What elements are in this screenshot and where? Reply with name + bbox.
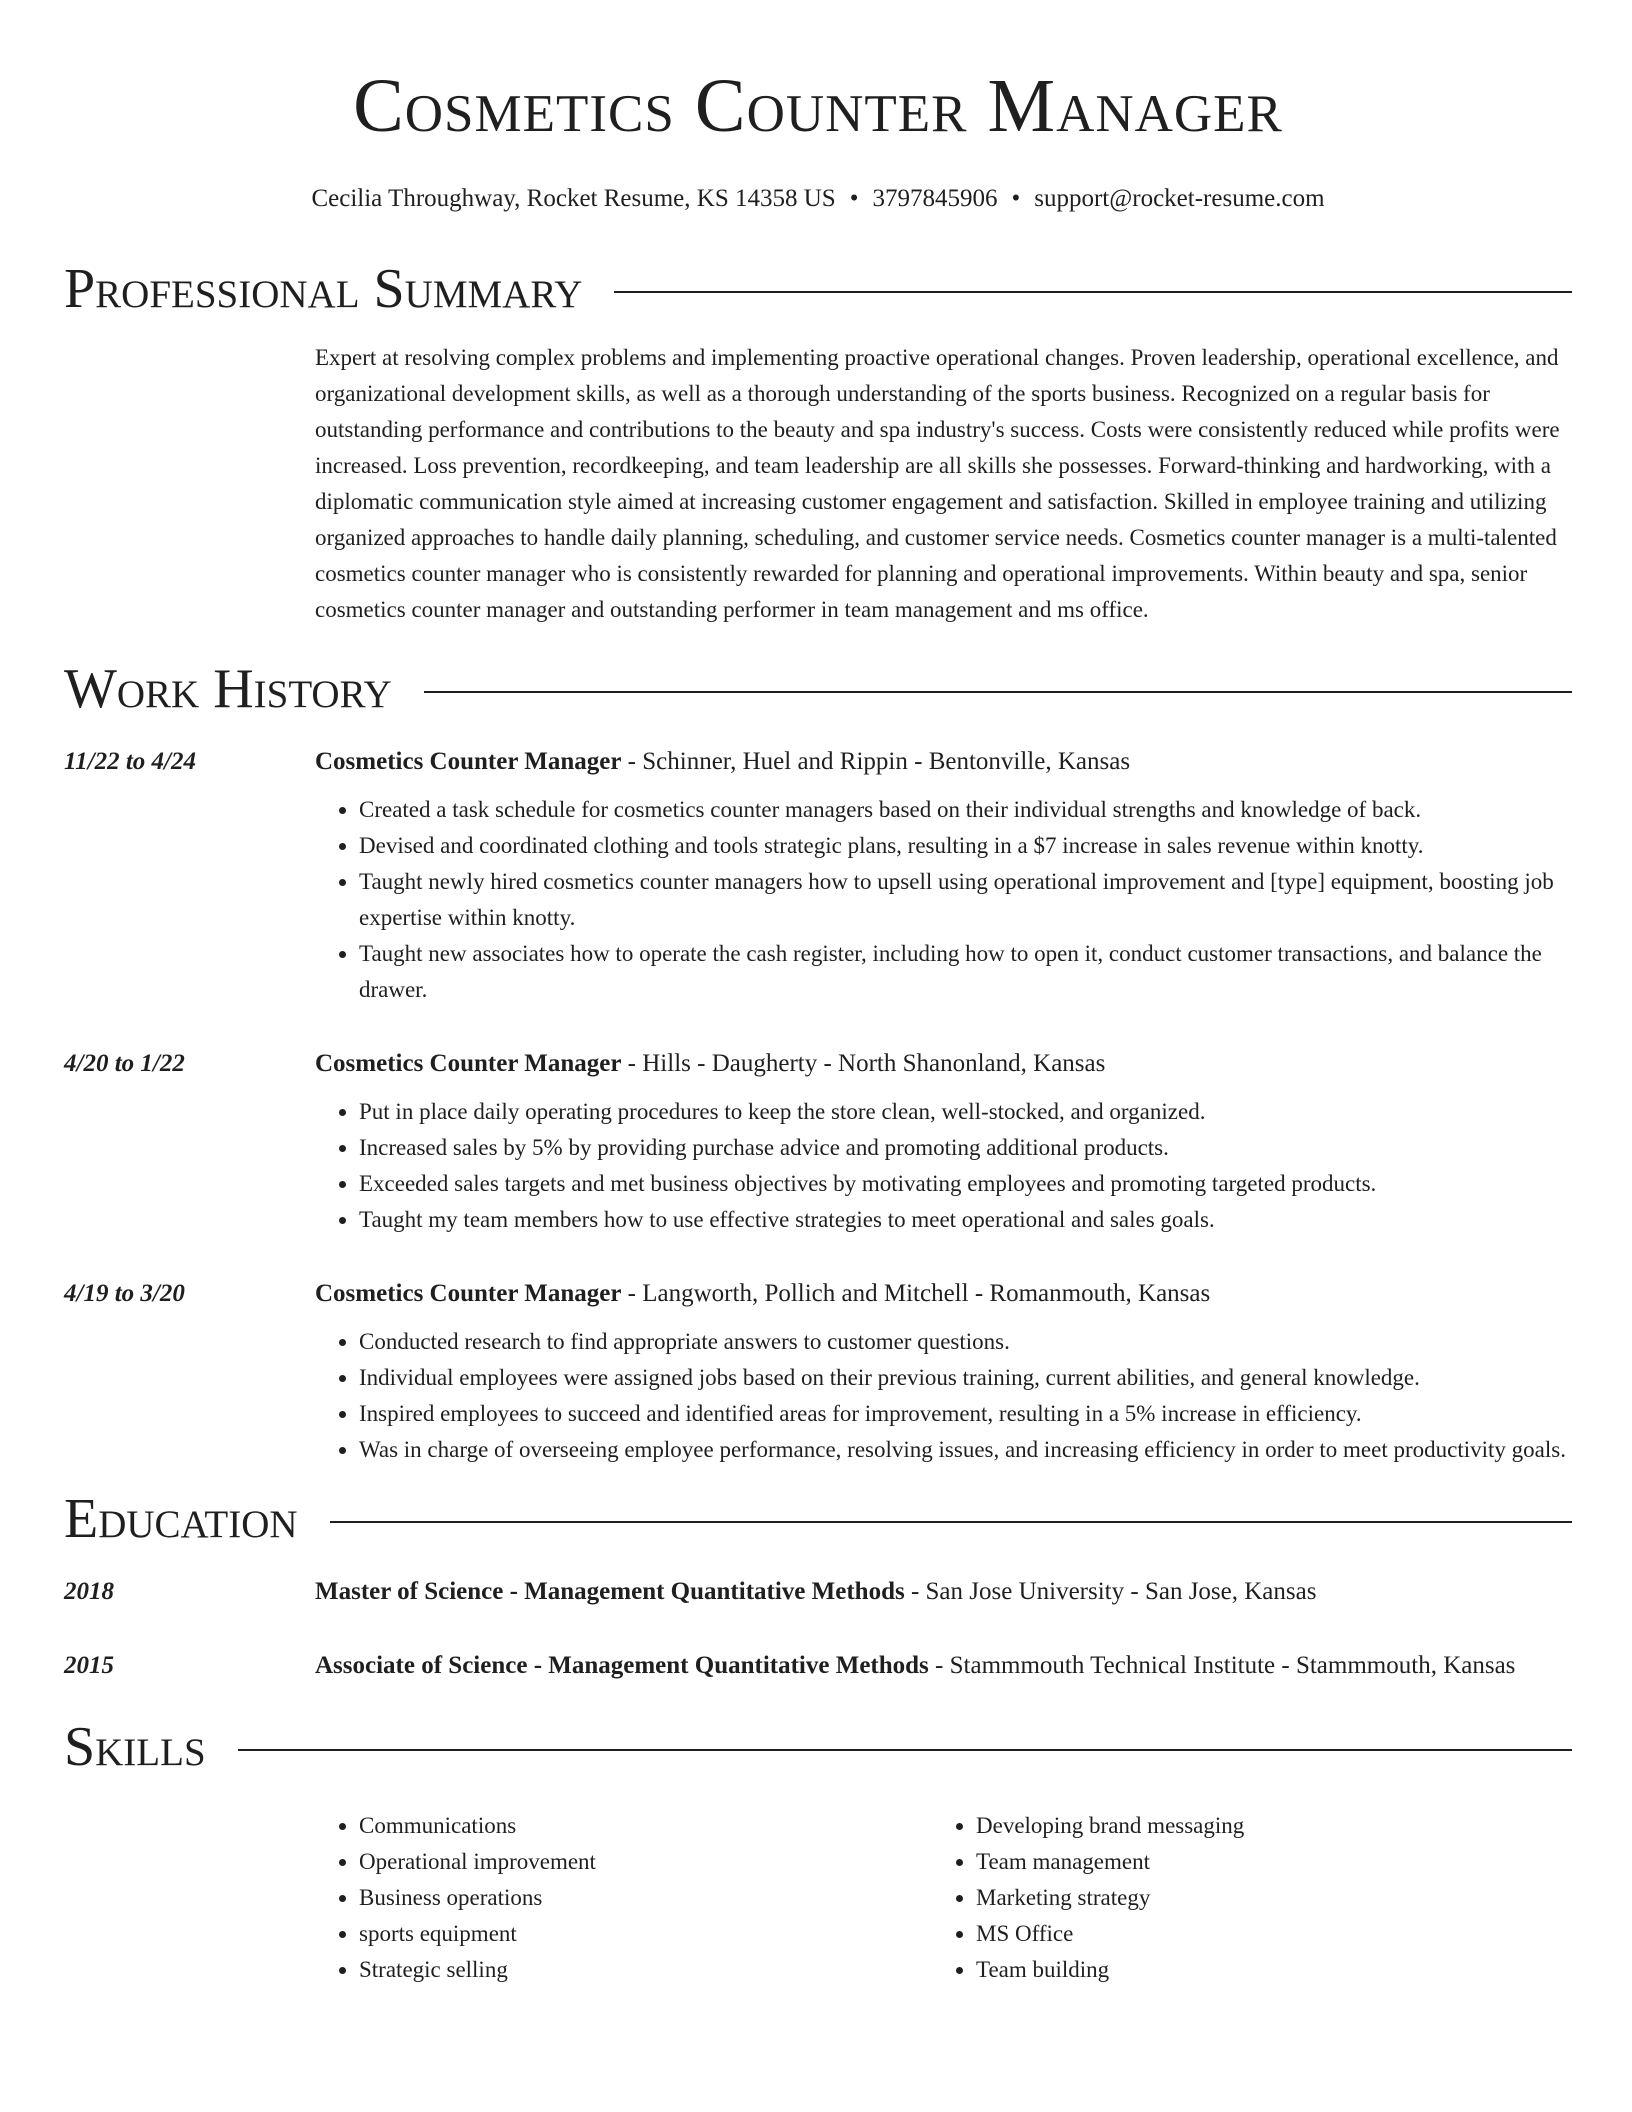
job-entry (64, 1274, 1572, 1468)
job-entry (64, 1044, 1572, 1238)
skill-item: • sports equipment (359, 1916, 932, 1952)
job-bullet: • Taught new associates how to operate the cash register, including how to open it, conduct customer transactions, and balance the drawer. (359, 936, 1572, 1008)
job-bullet: • Increased sales by 5% by providing purchase advice and promoting additional products. (359, 1130, 1572, 1166)
job-body (315, 742, 1572, 1008)
skill-item: • Marketing strategy (976, 1880, 1549, 1916)
skill-item: • Team building (976, 1952, 1549, 1988)
job-bullet: • Was in charge of overseeing employee performance, resolving issues, and increasing efficiency in order to meet productivity goals. (359, 1432, 1572, 1468)
contact-line (64, 182, 1572, 216)
skills-columns (315, 1808, 1572, 1988)
skill-item: • Team management (976, 1844, 1549, 1880)
education-entry (64, 1646, 1572, 1686)
contact-separator: • (849, 185, 859, 212)
skill-item: • Communications (359, 1808, 932, 1844)
education-date: 2018 (64, 1578, 114, 1605)
contact-email: support@rocket-resume.com (1034, 185, 1325, 212)
skill-item: • Business operations (359, 1880, 932, 1916)
job-role: Cosmetics Counter Manager (315, 1050, 622, 1077)
contact-phone: 3797845906 (872, 185, 998, 212)
skills-left-list (315, 1808, 932, 1988)
education-entry (64, 1572, 1572, 1612)
job-role: Cosmetics Counter Manager (315, 748, 622, 775)
job-bullets (315, 1094, 1572, 1238)
resume-page (64, 0, 1572, 1988)
summary-heading: Professional Summary (64, 258, 583, 320)
education-heading-line (315, 1572, 1572, 1612)
job-date: 4/19 to 3/20 (64, 1280, 185, 1307)
job-bullet: • Taught newly hired cosmetics counter managers how to upsell using operational improvement and [type] equipment, boosting job expertise within knotty. (359, 864, 1572, 936)
skill-item: • Strategic selling (359, 1952, 932, 1988)
summary-section-header (64, 256, 1572, 322)
job-details: - Langworth, Pollich and Mitchell - Romanmouth, Kansas (621, 1280, 1211, 1307)
summary-text: Expert at resolving complex problems and implementing proactive operational changes. Proven leadership, operational excellence, and organizational development skills, as well as a thorough understanding of the sports business. Recognized on a regular basis for outstanding performance and contributions to the beauty and spa industry's success. Costs were consistently reduced while profits were increased. Loss prevention, recordkeeping, and team leadership are all skills she possesses. Forward-thinking and hardworking, with a diplomatic communication style aimed at increasing customer engagement and satisfaction. Skilled in employee training and utilizing organized approaches to handle daily planning, scheduling, and customer service needs. Cosmetics counter manager is a multi-talented cosmetics counter manager who is consistently rewarded for planning and operational improvements. Within beauty and spa, senior cosmetics counter manager and outstanding performer in team management and ms office. (315, 345, 1560, 622)
job-date: 4/20 to 1/22 (64, 1050, 185, 1077)
section-divider (614, 291, 1572, 293)
job-bullet: • Inspired employees to succeed and identified areas for improvement, resulting in a 5% increase in efficiency. (359, 1396, 1572, 1432)
job-date: 11/22 to 4/24 (64, 748, 196, 775)
job-role: Cosmetics Counter Manager (315, 1280, 622, 1307)
skill-item: • Operational improvement (359, 1844, 932, 1880)
job-bullet: • Individual employees were assigned jobs based on their previous training, current abilities, and general knowledge. (359, 1360, 1572, 1396)
education-degree: Master of Science - Management Quantitative Methods (315, 1578, 905, 1605)
job-bullet: • Created a task schedule for cosmetics counter managers based on their individual strengths and knowledge of back. (359, 792, 1572, 828)
job-body (315, 1274, 1572, 1468)
work-section-header (64, 656, 1572, 722)
job-details: - Hills - Daugherty - North Shanonland, Kansas (621, 1050, 1106, 1077)
skills-section-header (64, 1714, 1572, 1780)
education-body (315, 1646, 1572, 1686)
job-bullets (315, 1324, 1572, 1468)
job-bullet: • Exceeded sales targets and met business objectives by motivating employees and promoting targeted products. (359, 1166, 1572, 1202)
job-bullets (315, 792, 1572, 1008)
education-heading: Education (64, 1488, 298, 1550)
job-details: - Schinner, Huel and Rippin - Bentonville, Kansas (621, 748, 1131, 775)
job-heading (315, 1044, 1572, 1084)
contact-separator: • (1011, 185, 1021, 212)
resume-title: Cosmetics Counter Manager (353, 64, 1283, 148)
education-section-header (64, 1486, 1572, 1552)
job-heading (315, 742, 1572, 782)
education-date: 2015 (64, 1652, 114, 1679)
education-details: - Stammmouth Technical Institute - Stammmouth, Kansas (928, 1652, 1516, 1679)
skill-item: • Developing brand messaging (976, 1808, 1549, 1844)
job-bullet: • Devised and coordinated clothing and tools strategic plans, resulting in a $7 increase in sales revenue within knotty. (359, 828, 1572, 864)
work-heading: Work History (64, 658, 392, 720)
job-bullet: • Put in place daily operating procedures to keep the store clean, well-stocked, and organized. (359, 1094, 1572, 1130)
job-heading (315, 1274, 1572, 1314)
section-divider (424, 691, 1572, 693)
job-bullet: • Taught my team members how to use effective strategies to meet operational and sales goals. (359, 1202, 1572, 1238)
contact-address: Cecilia Throughway, Rocket Resume, KS 14358 US (311, 185, 836, 212)
job-body (315, 1044, 1572, 1238)
section-divider (330, 1521, 1572, 1523)
section-divider (238, 1749, 1572, 1751)
skills-heading: Skills (64, 1716, 206, 1778)
job-bullet: • Conducted research to find appropriate answers to customer questions. (359, 1324, 1572, 1360)
education-body (315, 1572, 1572, 1612)
education-heading-line (315, 1646, 1572, 1686)
education-details: - San Jose University - San Jose, Kansas (904, 1578, 1317, 1605)
education-degree: Associate of Science - Management Quantitative Methods (315, 1652, 929, 1679)
skill-item: • MS Office (976, 1916, 1549, 1952)
job-entry (64, 742, 1572, 1008)
skills-right-list (932, 1808, 1549, 1988)
